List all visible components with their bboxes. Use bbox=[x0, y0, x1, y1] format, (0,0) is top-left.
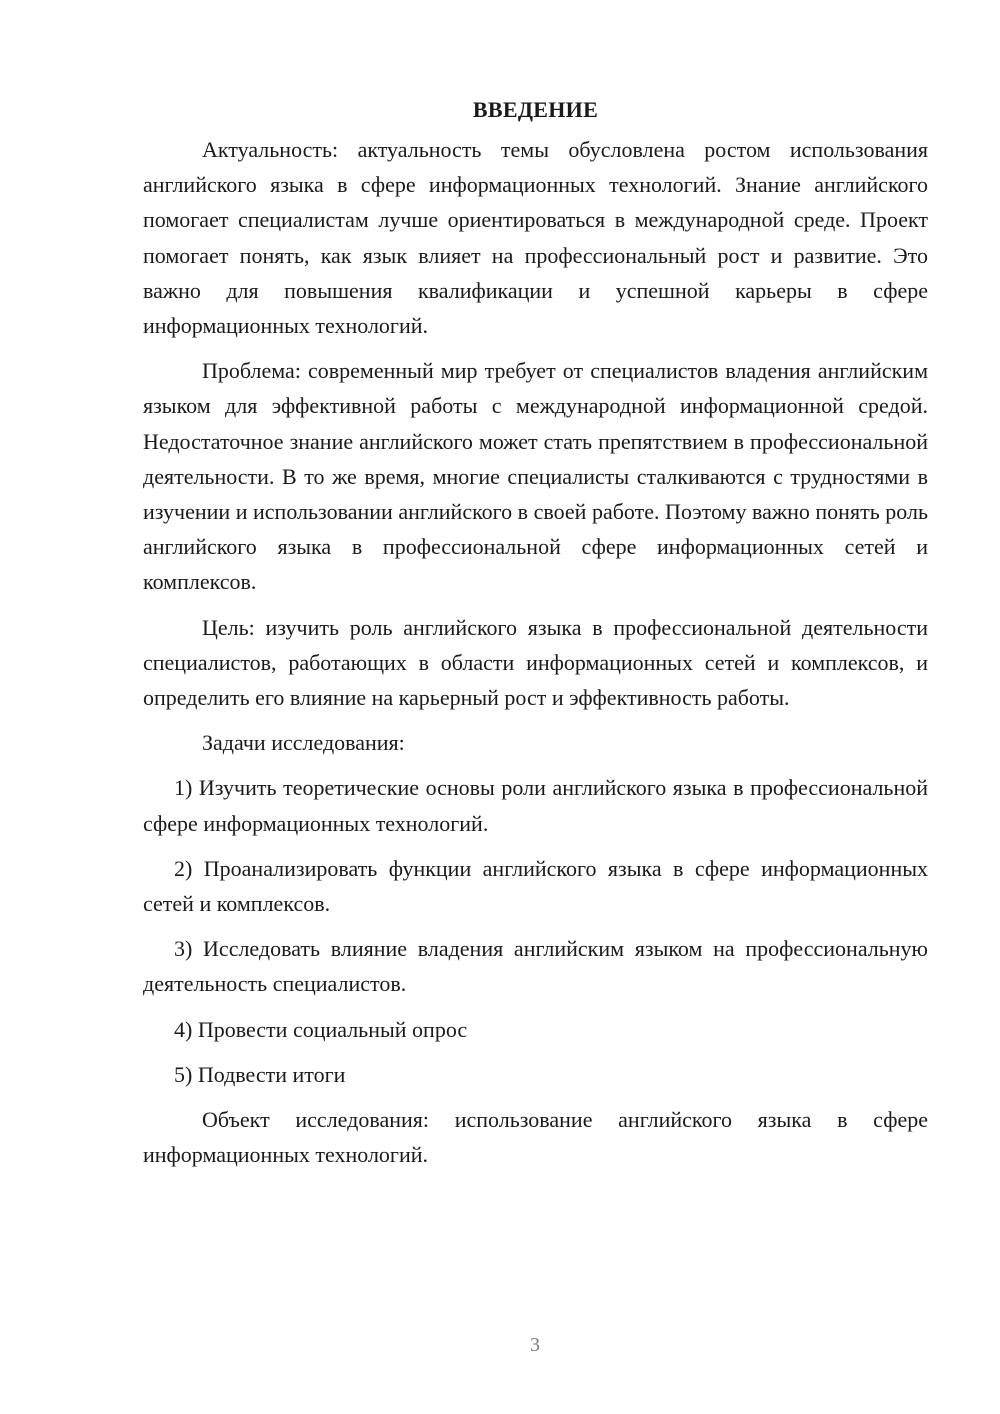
task-item-2: 2) Проанализировать функции английского языка в сфере информационных сетей и комплексов. bbox=[143, 855, 928, 917]
section-title: ВВЕДЕНИЕ bbox=[472, 97, 599, 122]
paragraph-tasks-heading: Задачи исследования: bbox=[202, 730, 405, 756]
task-item-4: 4) Провести социальный опрос bbox=[174, 1016, 468, 1042]
document-page bbox=[143, 92, 928, 1182]
paragraph-problem: Проблема: современный мир требует от специалистов владения английским языком для эффективной работы с международной информационной средой. Недостаточное знание английского может стать препятствием в профессиональной деятельности. В то же время, многие специалисты сталкиваются с трудностями в изучении и использовании английского в своей работе. Поэтому важно понять роль английского языка в профессиональной сфере информационных сетей и комплексов. bbox=[143, 358, 928, 595]
task-item-1: 1) Изучить теоретические основы роли английского языка в профессиональной сфере информационных технологий. bbox=[143, 775, 928, 836]
page-number: 3 bbox=[530, 1334, 540, 1356]
task-item-5: 5) Подвести итоги bbox=[174, 1061, 346, 1087]
paragraph-relevance: Актуальность: актуальность темы обусловлена ростом использования английского языка в сфере информационных технологий. Знание английского помогает специалистам лучше ориентироваться в международной среде. Проект помогает понять, как язык влияет на профессиональный рост и развитие. Это важно для повышения квалификации и успешной карьеры в сфере информационных технологий. bbox=[143, 137, 928, 339]
paragraph-goal: Цель: изучить роль английского языка в профессиональной деятельности специалистов, работающих в области информационных сетей и комплексов, и определить его влияние на карьерный рост и эффективность работы. bbox=[143, 614, 928, 711]
task-item-3: 3) Исследовать влияние владения английским языком на профессиональную деятельность специалистов. bbox=[143, 936, 928, 997]
paragraph-object: Объект исследования: использование английского языка в сфере информационных технологий. bbox=[143, 1107, 928, 1168]
